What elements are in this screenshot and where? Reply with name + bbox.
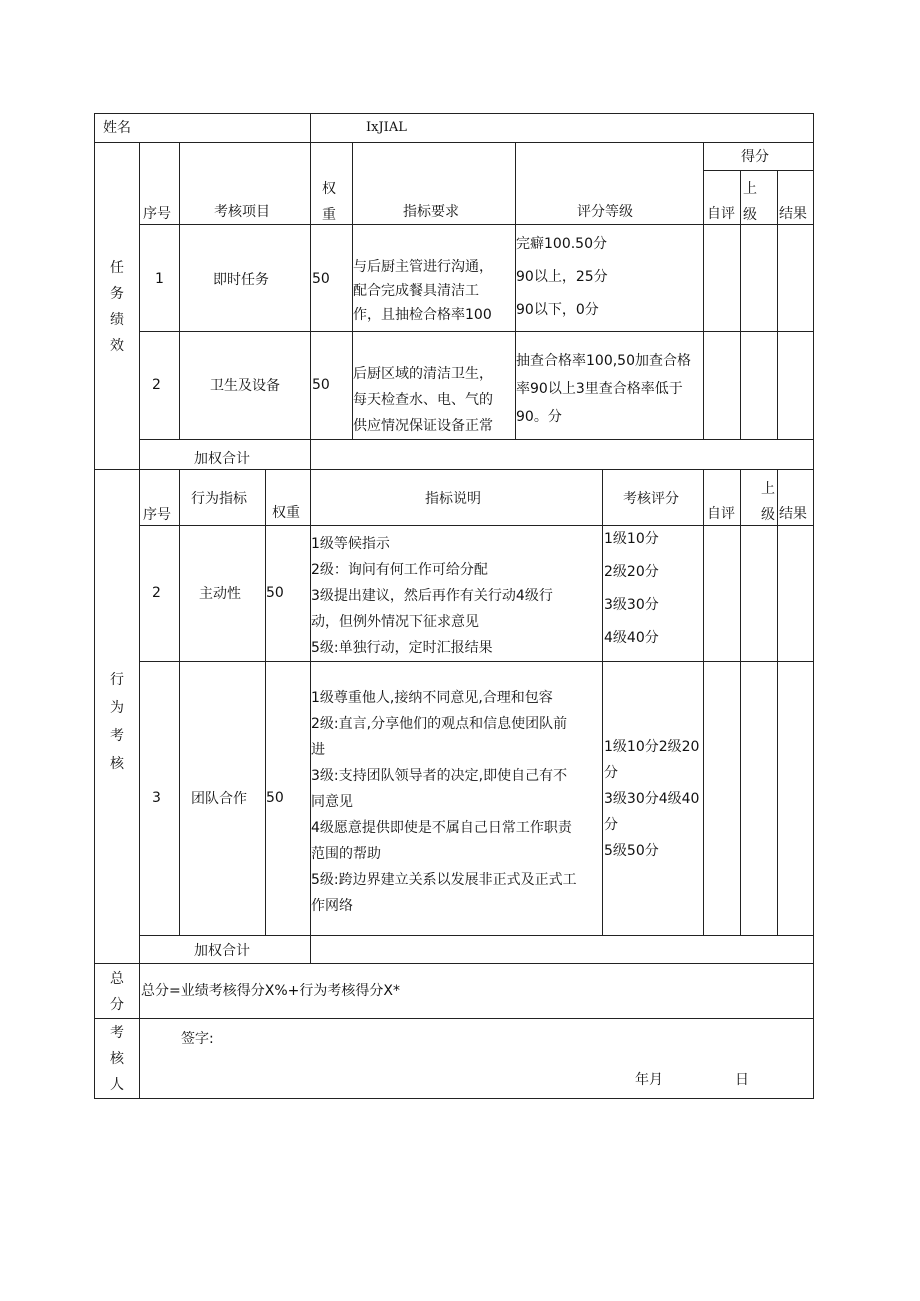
- behavior-header-grading: 考核评分: [623, 491, 679, 507]
- behavior-row-2-desc: 1级尊重他人,接纳不同意见,合理和包容 2级:直言,分享他们的观点和信息使团队前 进 3级:支持团队领导者的决定,即使自己有不 同意见 4级愿意提供即使是不属自己日常工作职责 范围的帮助 5级:跨边界建立关系以发展非正式及正式工 作网络: [311, 690, 577, 914]
- task-header-score: 得分: [741, 149, 769, 165]
- behavior-header-indicator: 行为指标: [191, 491, 247, 507]
- total-label: 总分: [110, 971, 124, 1013]
- task-header-self: 自评: [707, 206, 735, 222]
- task-header-superior: 上级: [743, 181, 757, 223]
- task-header-item: 考核项目: [214, 204, 270, 220]
- task-row-1-item: 即时任务: [213, 272, 269, 288]
- behavior-header-desc: 指标说明: [425, 491, 481, 507]
- task-row-1-seq: 1: [155, 271, 164, 287]
- behavior-row-1-desc: 1级等候指示 2级：询问有何工作可给分配 3级提出建议，然后再作有关行动4级行 动，但例外情况下征求意见 5级:单独行动，定时汇报结果: [311, 536, 553, 656]
- task-row-2-requirement: 后厨区域的清洁卫生， 每天检查水、电、气的 供应情况保证设备正常: [353, 366, 493, 434]
- total-formula: 总分=业绩考核得分X%+行为考核得分X*: [141, 983, 400, 999]
- task-row-1-requirement: 与后厨主管进行沟通， 配合完成餐具清洁工 作，且抽检合格率100: [353, 259, 493, 323]
- behavior-header-result: 结果: [779, 506, 807, 522]
- behavior-row-1-indicator: 主动性: [199, 586, 241, 602]
- behavior-header-superior: 上级: [761, 481, 775, 523]
- task-section-label: 任务绩效: [110, 260, 124, 354]
- task-header-requirement: 指标要求: [403, 204, 459, 220]
- task-row-1-weight: 50: [312, 271, 330, 287]
- behavior-row-2-seq: 3: [152, 790, 161, 806]
- task-row-2-seq: 2: [152, 377, 161, 393]
- behavior-row-2-grading: 1级10分2级20 分 3级30分4级40 分 5级50分: [604, 739, 700, 859]
- behavior-row-1-grading: 1级10分 2级20分 3级30分 4级40分: [604, 531, 659, 646]
- behavior-row-1-weight: 50: [266, 585, 284, 601]
- behavior-row-2-weight: 50: [266, 790, 284, 806]
- name-value: IxJIAL: [366, 120, 407, 135]
- reviewer-year-month: 年月: [635, 1072, 663, 1088]
- behavior-row-1-seq: 2: [152, 585, 161, 601]
- task-header-result: 结果: [779, 206, 807, 222]
- task-header-grading: 评分等级: [577, 204, 633, 220]
- reviewer-sign: 签字:: [181, 1031, 214, 1047]
- behavior-row-2-indicator: 团队合作: [191, 791, 247, 807]
- reviewer-day: 日: [735, 1072, 749, 1088]
- task-row-2-weight: 50: [312, 377, 330, 393]
- behavior-header-weight: 权重: [272, 505, 300, 521]
- task-row-1-grading: 完癖100.50分 90以上，25分 90以下，0分: [516, 236, 608, 318]
- task-subtotal: 加权合计: [194, 451, 250, 467]
- task-row-2-grading: 抽查合格率100,50加查合格 率90以上3里查合格率低于 90。分: [516, 353, 691, 425]
- behavior-header-self: 自评: [707, 506, 735, 522]
- behavior-subtotal: 加权合计: [194, 943, 250, 959]
- behavior-header-seq: 序号: [143, 507, 171, 523]
- task-row-2-item: 卫生及设备: [210, 378, 280, 394]
- reviewer-label: 考核人: [110, 1025, 124, 1093]
- task-header-weight: 权重: [322, 181, 336, 223]
- behavior-section-label: 行为考核: [110, 672, 124, 772]
- name-label: 姓名: [103, 120, 131, 136]
- task-header-seq: 序号: [143, 206, 171, 222]
